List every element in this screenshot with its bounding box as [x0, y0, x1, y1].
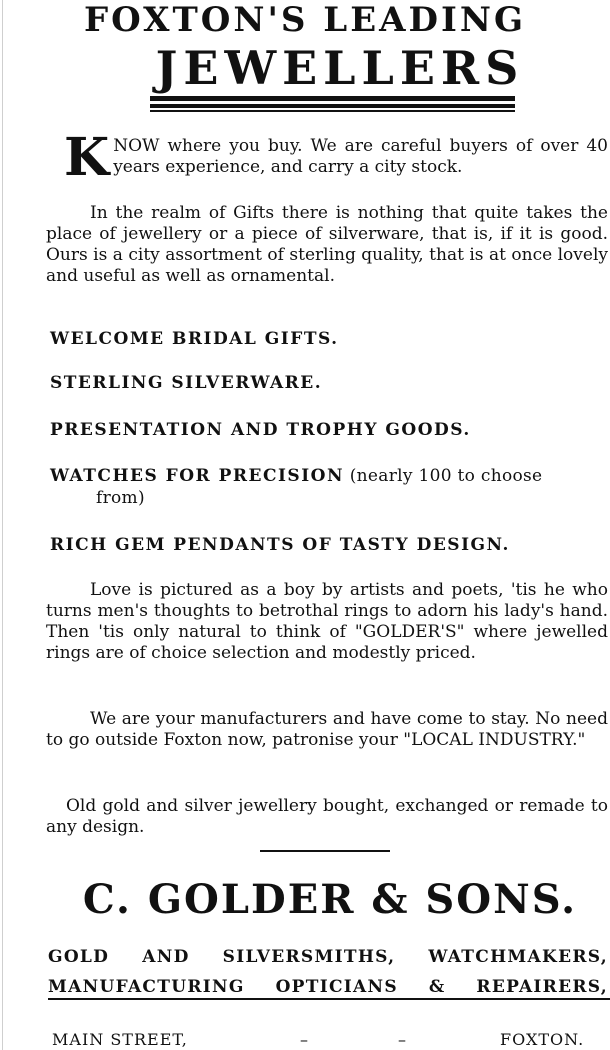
header-rule-thick [150, 96, 515, 101]
paragraph-rings: Love is pictured as a boy by artists and poets, 'tis he who turns men's thoughts to betrothal rings to adorn his lady's hand. Then 'tis only natural to think of "GOLDER'S" where jewelled rings are of choice selection and modestly priced. [46, 580, 608, 663]
header-rule-middle [150, 104, 515, 108]
headline-main: JEWELLERS [155, 41, 525, 95]
trade-line-2: MANUFACTURING OPTICIANS & REPAIRERS, [48, 977, 608, 997]
item-label: WATCHES FOR PRECISION [50, 466, 345, 486]
item-note-continued: from) [96, 488, 145, 508]
item-label: STERLING SILVERWARE. [50, 373, 323, 393]
address-street: MAIN STREET, [52, 1030, 188, 1049]
item-bridal-gifts [50, 328, 605, 350]
item-trophy-goods [50, 419, 605, 441]
firm-name: C. GOLDER & SONS. [82, 876, 578, 923]
paragraph-old-gold: Old gold and silver jewellery bought, exchanged or remade to any design. [46, 796, 608, 837]
divider-rule [260, 850, 390, 852]
trade-underline [48, 998, 610, 1000]
address-dash: – [300, 1030, 309, 1049]
address-town: FOXTON. [500, 1030, 585, 1049]
paragraph-gifts: In the realm of Gifts there is nothing that quite takes the place of jewellery or a piece of silverware, that is, if it is good. Ours is a city assortment of sterling quality, that is at once lovely and useful as well as ornamental. [46, 203, 608, 286]
paragraph-local-industry: We are your manufacturers and have come to stay. No need to go outside Foxton now, patronise your "LOCAL INDUSTRY." [46, 709, 608, 750]
intro-text: NOW where you buy. We are careful buyers of over 40 years experience, and carry a city stock. [113, 136, 608, 177]
item-silverware [50, 372, 605, 394]
drop-cap: K [64, 127, 110, 188]
item-gem-pendants [50, 534, 605, 556]
intro-paragraph [46, 127, 608, 188]
item-note: (nearly 100 to choose [344, 466, 543, 486]
item-label: PRESENTATION AND TROPHY GOODS. [50, 420, 471, 440]
item-label: WELCOME BRIDAL GIFTS. [50, 329, 339, 349]
item-label: RICH GEM PENDANTS OF TASTY DESIGN. [50, 535, 510, 555]
headline-top: FOXTON'S LEADING [83, 0, 527, 40]
trade-line-1: GOLD AND SILVERSMITHS, WATCHMAKERS, [48, 947, 608, 967]
item-watches [50, 465, 605, 509]
header-rule-thin [150, 110, 515, 112]
address-dash: – [398, 1030, 407, 1049]
